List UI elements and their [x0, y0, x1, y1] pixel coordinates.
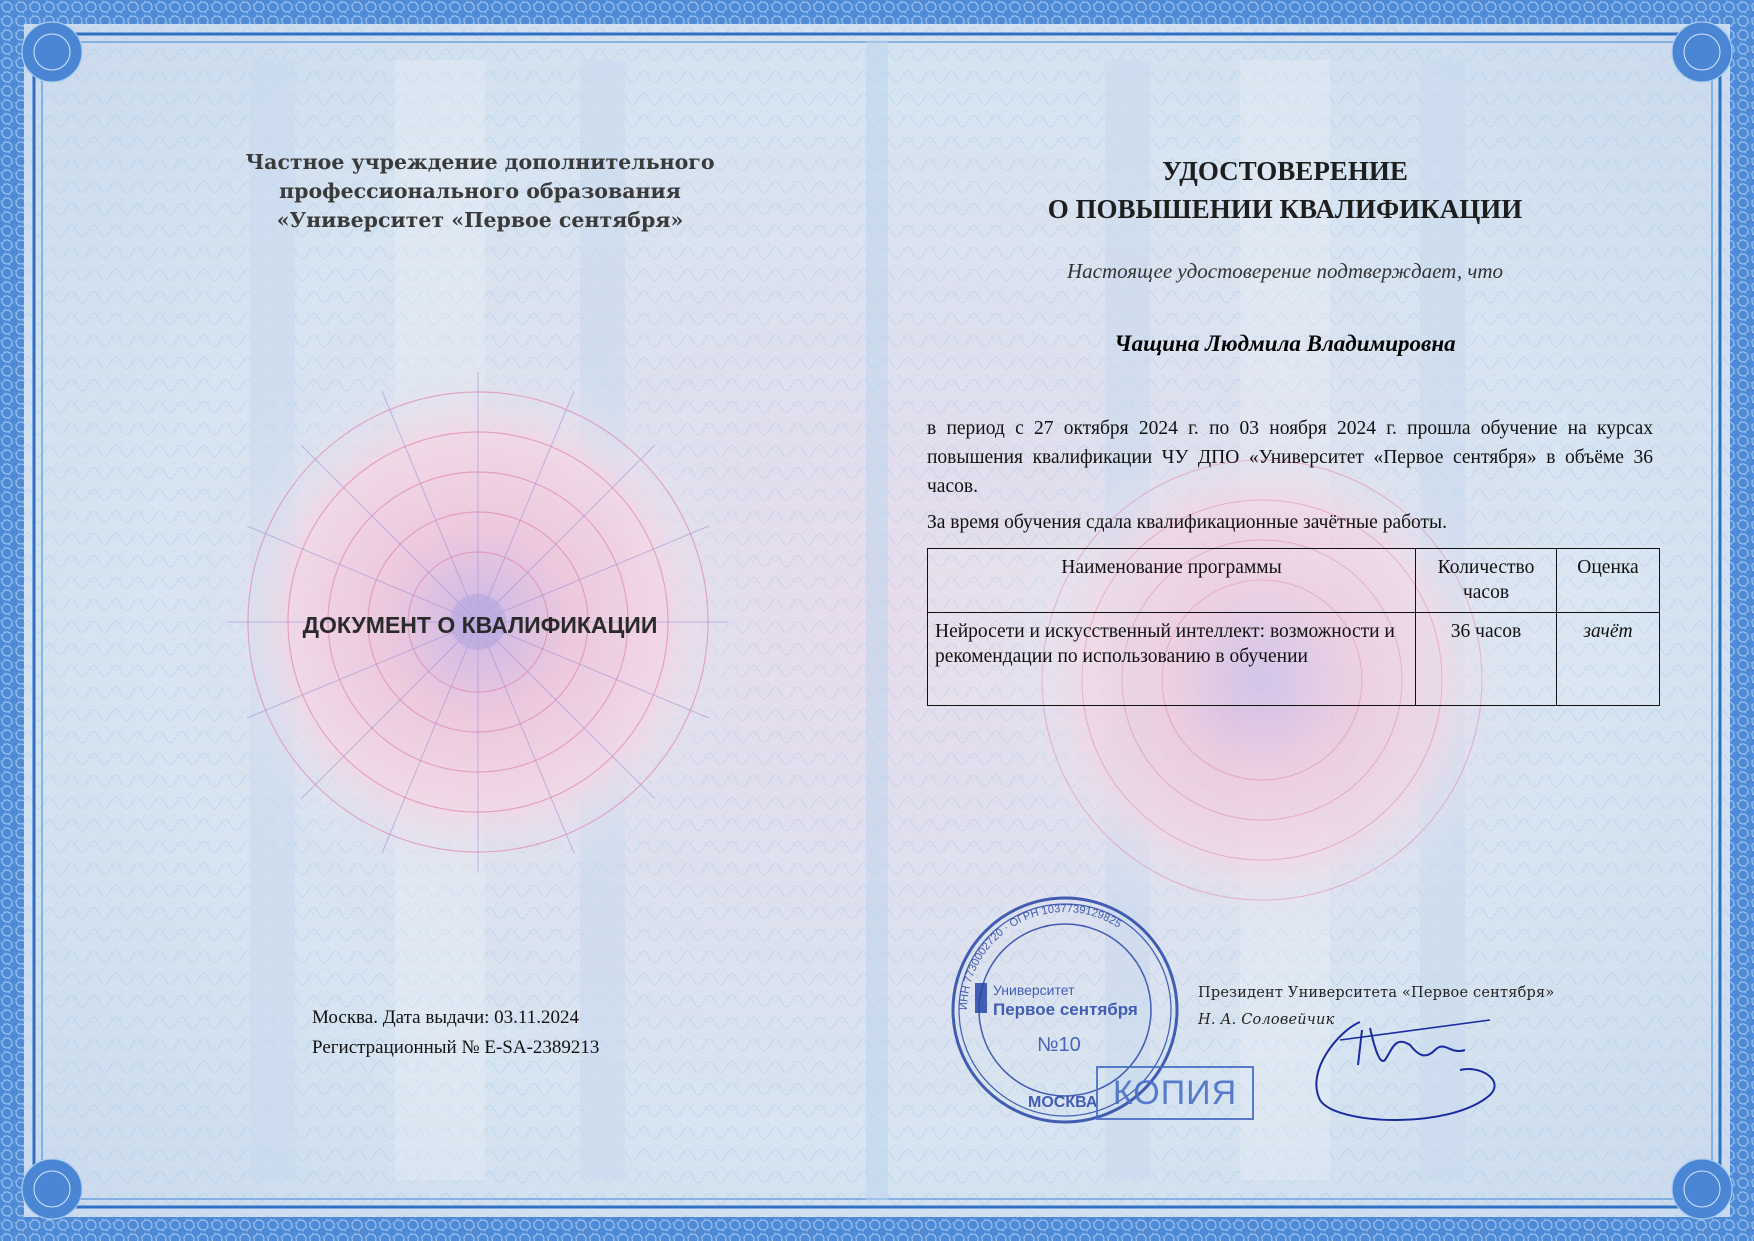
president-name: Н. А. Соловейчик — [1198, 1012, 1335, 1028]
seal-logo-line-2: Первое сентября — [993, 1000, 1138, 1019]
header-grade: Оценка — [1557, 549, 1660, 613]
header-hours: Количество часов — [1416, 549, 1557, 613]
president-title: Президент Университета «Первое сентября» — [1198, 985, 1555, 1001]
registration-number: Регистрационный № E-SA-2389213 — [312, 1037, 600, 1058]
header-program: Наименование программы — [928, 549, 1416, 613]
exams-intro: За время обучения сдала квалификационные зачётные работы. — [927, 512, 1448, 533]
program-table — [927, 548, 1660, 706]
table-row — [928, 613, 1660, 706]
document-label: ДОКУМЕНТ О КВАЛИФИКАЦИИ — [302, 612, 658, 638]
person-name: Чащина Людмила Владимировна — [1114, 331, 1456, 356]
issue-details — [312, 1003, 599, 1063]
grade-cell: зачёт — [1557, 613, 1660, 706]
certificate-title — [960, 152, 1610, 228]
org-line-3: «Университет «Первое сентября» — [276, 208, 684, 232]
table-header-row — [928, 549, 1660, 613]
copy-mark: КОПИЯ — [1096, 1066, 1254, 1120]
training-paragraph: в период с 27 октября 2024 г. по 03 ноября 2024 г. прошла обучение на курсах повышения квалификации ЧУ ДПО «Университет «Первое сентября» в объёме 36 часов. — [927, 418, 1653, 497]
confirmation-text: Настоящее удостоверение подтверждает, что — [1066, 259, 1504, 283]
seal-ring-text: ИНН 7730002720 · ОГРН 1037739129825 — [957, 902, 1124, 1011]
seal-logo-line-1: Университет — [993, 982, 1075, 998]
seal-city: МОСКВА — [1028, 1094, 1098, 1111]
hours-cell: 36 часов — [1416, 613, 1557, 706]
title-line-2: О ПОВЫШЕНИИ КВАЛИФИКАЦИИ — [1047, 194, 1523, 224]
issuing-organization — [180, 148, 780, 235]
org-line-2: профессионального образования — [279, 179, 681, 203]
title-line-1: УДОСТОВЕРЕНИЕ — [1162, 156, 1408, 186]
org-line-1: Частное учреждение дополнительного — [245, 150, 715, 174]
program-name-cell: Нейросети и искусственный интеллект: возможности и рекомендации по использованию в обучении — [928, 613, 1416, 706]
president-signature — [1300, 1010, 1510, 1130]
issue-date-line: Москва. Дата выдачи: 03.11.2024 — [312, 1007, 579, 1028]
seal-number: №10 — [1037, 1034, 1081, 1056]
